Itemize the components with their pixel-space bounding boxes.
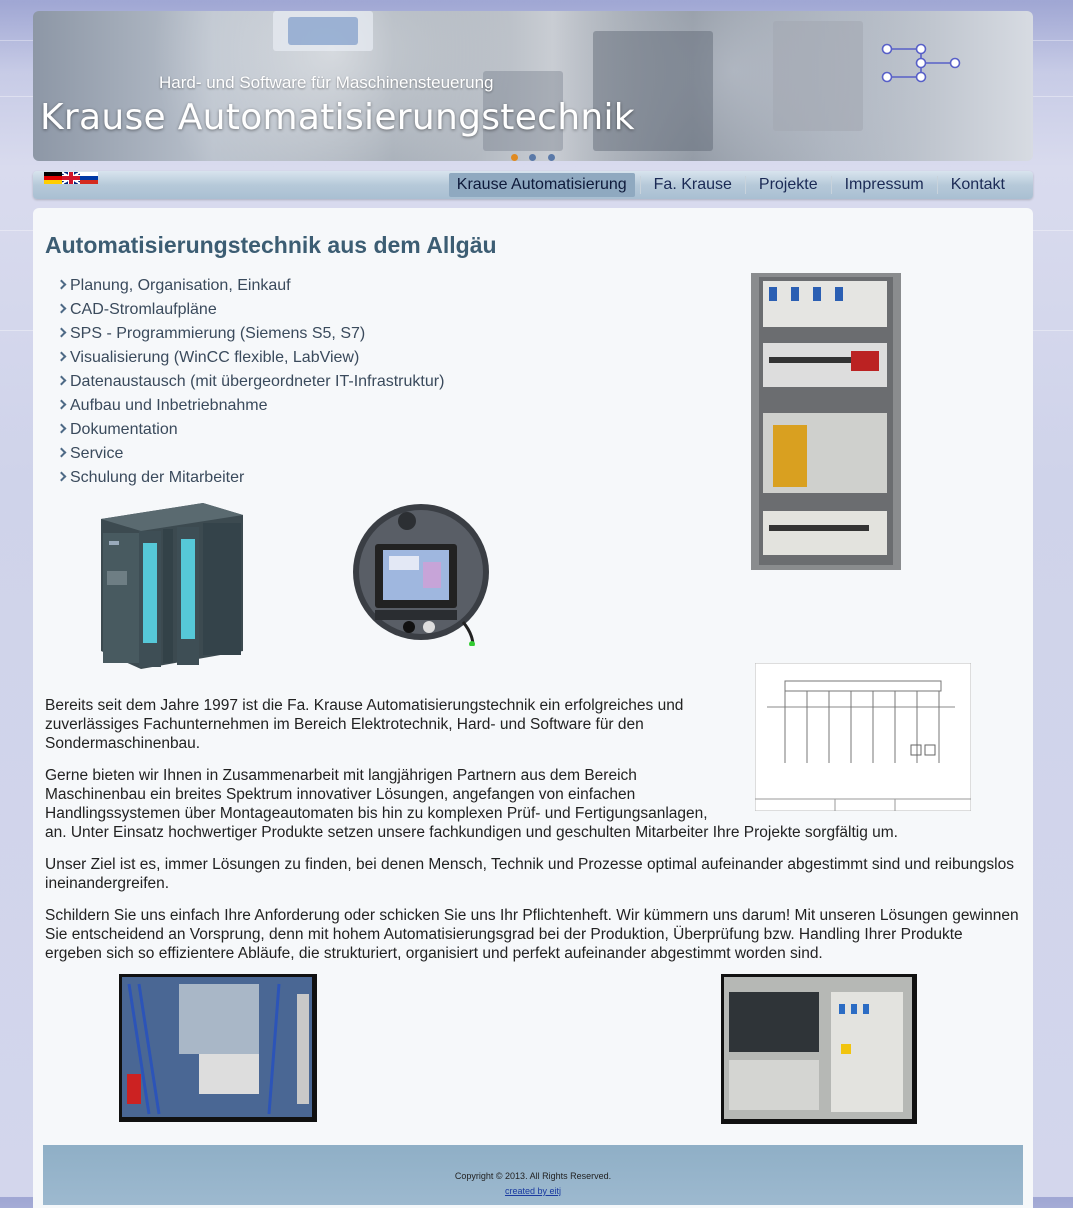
service-label: Dokumentation: [70, 421, 178, 438]
paragraph: Bereits seit dem Jahre 1997 ist die Fa. Krause Automatisierungstechnik ein erfolgreiches und zuverlässiges Fachunternehmen im Bereich Elektrotechnik, Hard- und Software für den Sondermaschinenbau.: [45, 697, 684, 752]
service-label: Datenaustausch (mit übergeordneter IT-Infrastruktur): [70, 373, 445, 390]
list-item: [58, 274, 444, 298]
nav-divider: [831, 176, 832, 194]
hmi-panel-image: [353, 504, 493, 646]
language-switcher: [44, 172, 98, 190]
list-item: [58, 466, 444, 490]
paragraph: Gerne bieten wir Ihnen in Zusammenarbeit mit langjährigen Partnern aus dem Bereich Maschinenbau ein breites Spektrum innovativer Lösungen, angefangen von einfachen Handlingssystemen über Montageautomaten bis hin zu komplexen Prüf- und Fertigungsanlagen,: [45, 767, 708, 822]
banner-photo-detail: [288, 17, 358, 45]
footer: [43, 1145, 1023, 1205]
credit-link[interactable]: created by eitj: [504, 1186, 562, 1196]
nav-item-projekte[interactable]: Projekte: [758, 176, 818, 193]
chevron-right-icon: [57, 472, 67, 482]
nav-divider: [937, 176, 938, 194]
slider-dot[interactable]: [511, 154, 518, 161]
slider-dot[interactable]: [548, 154, 555, 161]
header-tagline: Hard- und Software für Maschinensteuerung: [159, 73, 494, 92]
banner-photo-detail: [773, 21, 863, 131]
services-list: [58, 274, 444, 490]
chevron-right-icon: [57, 304, 67, 314]
nav-divider: [745, 176, 746, 194]
slider-dots: [511, 148, 562, 161]
service-label: Visualisierung (WinCC flexible, LabView): [70, 349, 360, 366]
nav-item-fa-krause[interactable]: Fa. Krause: [653, 176, 732, 193]
service-label: Aufbau und Inbetriebnahme: [70, 397, 268, 414]
nav-bar: [33, 171, 1033, 199]
plc-image: [93, 501, 245, 671]
service-label: CAD-Stromlaufpläne: [70, 301, 217, 318]
german-flag-icon[interactable]: [44, 172, 62, 184]
paragraph: Schildern Sie uns einfach Ihre Anforderung oder schicken Sie uns Ihr Pflichtenheft. Wir kümmern uns darum! Mit unseren Lösungen gewinnen Sie entscheidend an Vorsprung, denn mit hohem Automatisierungsgrad bei der Produktion, Überprüfung bzw. Handling Ihrer Produkte ergeben sich so effizientere Abläufe, die strukturiert, organisiert und perfekt aufeinander abgestimmt worden sind.: [45, 907, 1019, 962]
russian-flag-icon[interactable]: [80, 172, 98, 184]
paragraph: Unser Ziel ist es, immer Lösungen zu finden, bei denen Mensch, Technik und Prozesse optimal aufeinander abgestimmt sind und reibungslos ineinandergreifen.: [45, 856, 1014, 892]
chevron-right-icon: [57, 424, 67, 434]
chevron-right-icon: [57, 376, 67, 386]
nav-divider: [640, 176, 641, 194]
wiring-photo-image: [119, 974, 317, 1122]
chevron-right-icon: [57, 448, 67, 458]
main-content: [33, 208, 1033, 1208]
nav-item-krause-automatisierung[interactable]: Krause Automatisierung: [449, 173, 635, 197]
list-item: [58, 322, 444, 346]
list-item: [58, 298, 444, 322]
service-label: Service: [70, 445, 124, 462]
circuit-logo-icon: [879, 41, 965, 89]
list-item: [58, 370, 444, 394]
header-banner: [33, 11, 1033, 161]
uk-flag-icon[interactable]: [62, 172, 80, 184]
cabinet-photo-image: [721, 974, 917, 1124]
nav-item-kontakt[interactable]: Kontakt: [950, 176, 1005, 193]
chevron-right-icon: [57, 328, 67, 338]
list-item: [58, 346, 444, 370]
circuit-diagram-image: [755, 663, 971, 811]
page-heading: Automatisierungstechnik aus dem Allgäu: [45, 232, 497, 258]
service-label: Schulung der Mitarbeiter: [70, 469, 245, 486]
chevron-right-icon: [57, 352, 67, 362]
copyright-text: Copyright © 2013. All Rights Reserved.: [454, 1171, 612, 1181]
list-item: [58, 442, 444, 466]
control-cabinet-image: [751, 273, 901, 570]
slider-dot[interactable]: [529, 154, 536, 161]
list-item: [58, 418, 444, 442]
main-menu: [449, 173, 1013, 197]
chevron-right-icon: [57, 400, 67, 410]
nav-item-impressum[interactable]: Impressum: [844, 176, 924, 193]
site-title: Krause Automatisierungstechnik: [40, 97, 635, 138]
chevron-right-icon: [57, 280, 67, 290]
service-label: Planung, Organisation, Einkauf: [70, 277, 291, 294]
list-item: [58, 394, 444, 418]
service-label: SPS - Programmierung (Siemens S5, S7): [70, 325, 366, 342]
paragraph: an. Unter Einsatz hochwertiger Produkte setzen unsere fachkundigen und geschulten Mitarbeiter Ihre Projekte sorgfältig um.: [45, 824, 898, 841]
